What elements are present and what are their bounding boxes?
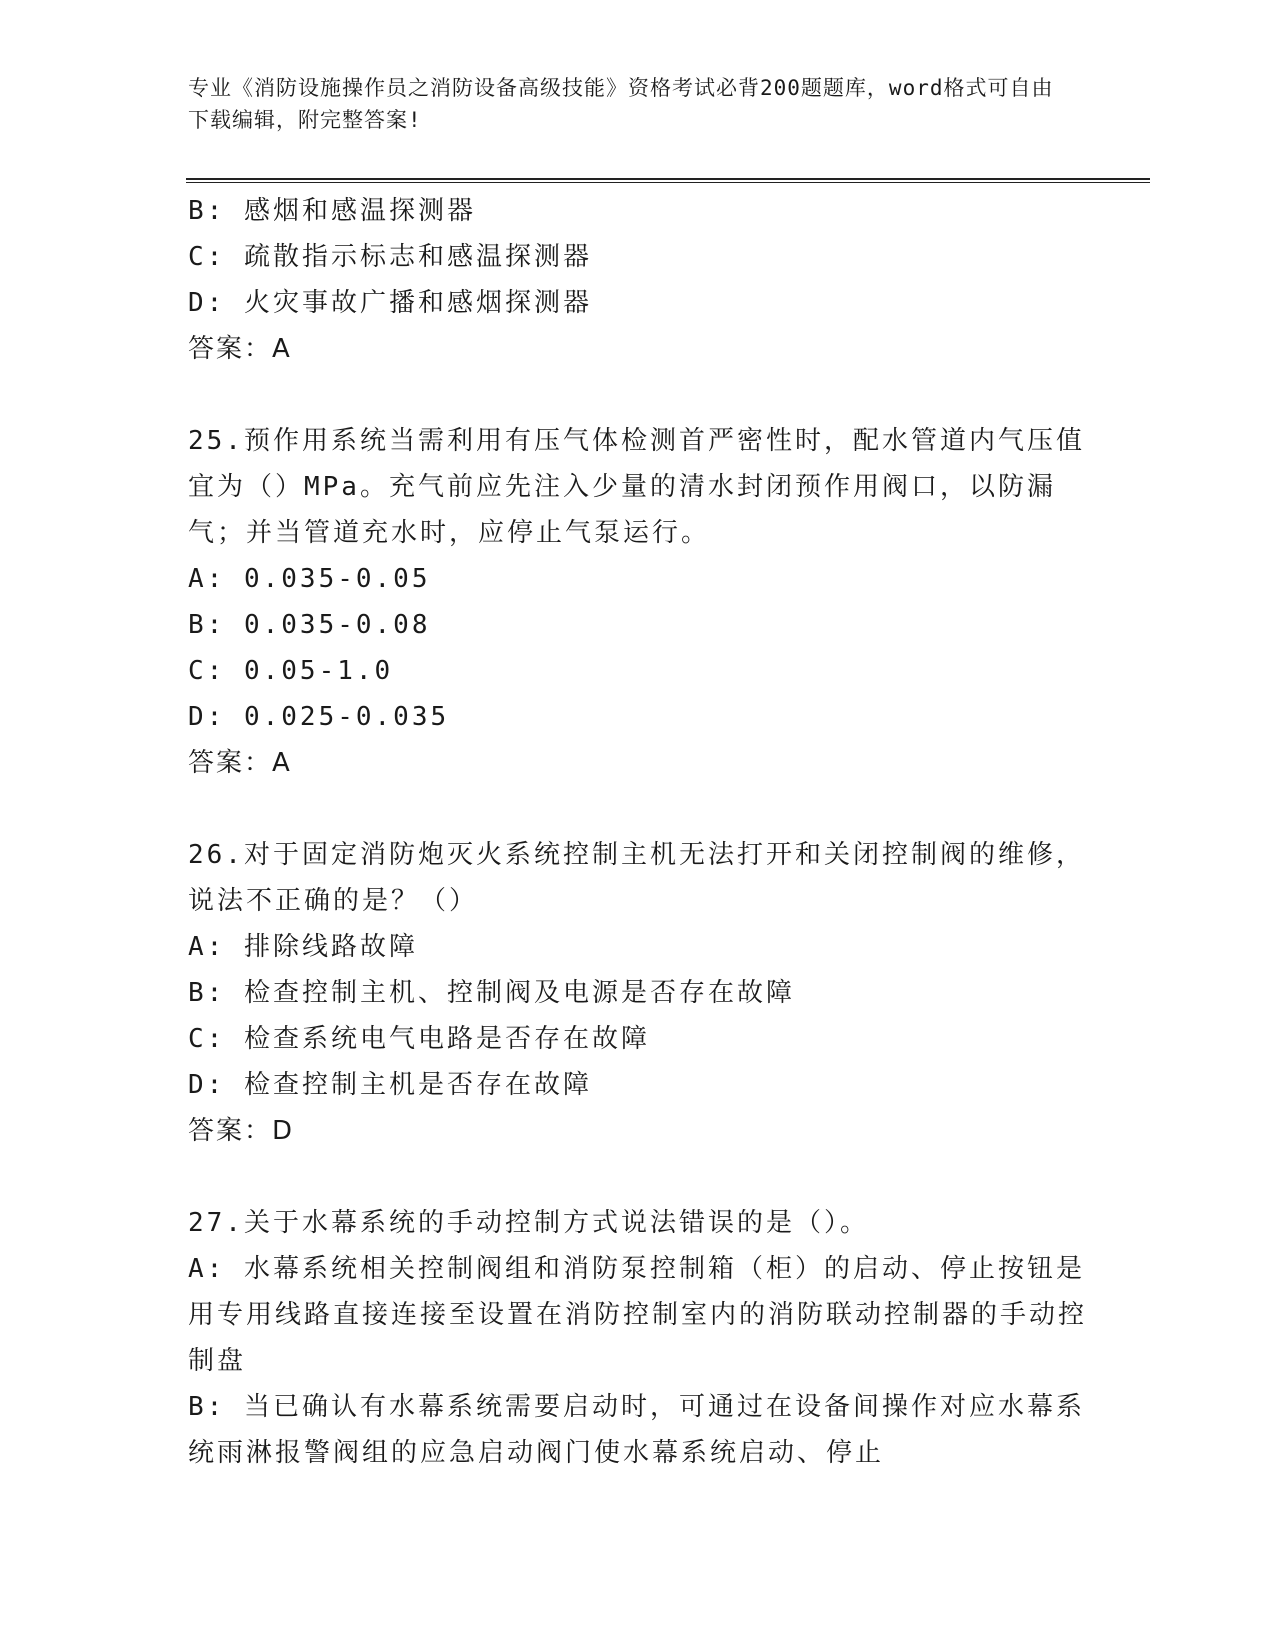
- option-b: B: 感烟和感温探测器: [188, 196, 476, 226]
- question-stem: 26.对于固定消防炮灭火系统控制主机无法打开和关闭控制阀的维修，说法不正确的是？（）: [188, 840, 1085, 916]
- answer: 答案：A: [188, 748, 292, 778]
- option-d: D: 火灾事故广播和感烟探测器: [188, 288, 592, 318]
- question-26: [188, 832, 1088, 1154]
- option-c: C: 疏散指示标志和感温探测器: [188, 242, 592, 272]
- page-header: 专业《消防设施操作员之消防设备高级技能》资格考试必背200题题库，word格式可自由下载编辑，附完整答案!: [188, 76, 1054, 132]
- option-b: B: 检查控制主机、控制阀及电源是否存在故障: [188, 978, 795, 1008]
- option-a: A: 0.035-0.05: [188, 564, 431, 594]
- option-a: A: 排除线路故障: [188, 932, 418, 962]
- option-a: A: 水幕系统相关控制阀组和消防泵控制箱（柜）的启动、停止按钮是用专用线路直接连接至设置在消防控制室内的消防联动控制器的手动控制盘: [188, 1254, 1088, 1376]
- option-d: D: 检查控制主机是否存在故障: [188, 1070, 592, 1100]
- question-27: [188, 1200, 1088, 1476]
- previous-question-tail: [188, 188, 1088, 372]
- option-c: C: 0.05-1.0: [188, 656, 394, 686]
- answer: 答案：D: [188, 1116, 295, 1146]
- header-rule: [186, 178, 1150, 183]
- question-25: [188, 418, 1088, 786]
- option-b: B: 当已确认有水幕系统需要启动时，可通过在设备间操作对应水幕系统雨淋报警阀组的应急启动阀门使水幕系统启动、停止: [188, 1392, 1085, 1468]
- question-stem: 25.预作用系统当需利用有压气体检测首严密性时，配水管道内气压值宜为（）MPa。充气前应先注入少量的清水封闭预作用阀口，以防漏气；并当管道充水时，应停止气泵运行。: [188, 426, 1085, 548]
- answer: 答案：A: [188, 334, 292, 364]
- option-b: B: 0.035-0.08: [188, 610, 431, 640]
- option-c: C: 检查系统电气电路是否存在故障: [188, 1024, 650, 1054]
- document-body: [188, 188, 1088, 1476]
- question-stem: 27.关于水幕系统的手动控制方式说法错误的是（）。: [188, 1208, 869, 1238]
- spacer: [188, 372, 1088, 418]
- option-d: D: 0.025-0.035: [188, 702, 450, 732]
- spacer: [188, 1154, 1088, 1200]
- spacer: [188, 786, 1088, 832]
